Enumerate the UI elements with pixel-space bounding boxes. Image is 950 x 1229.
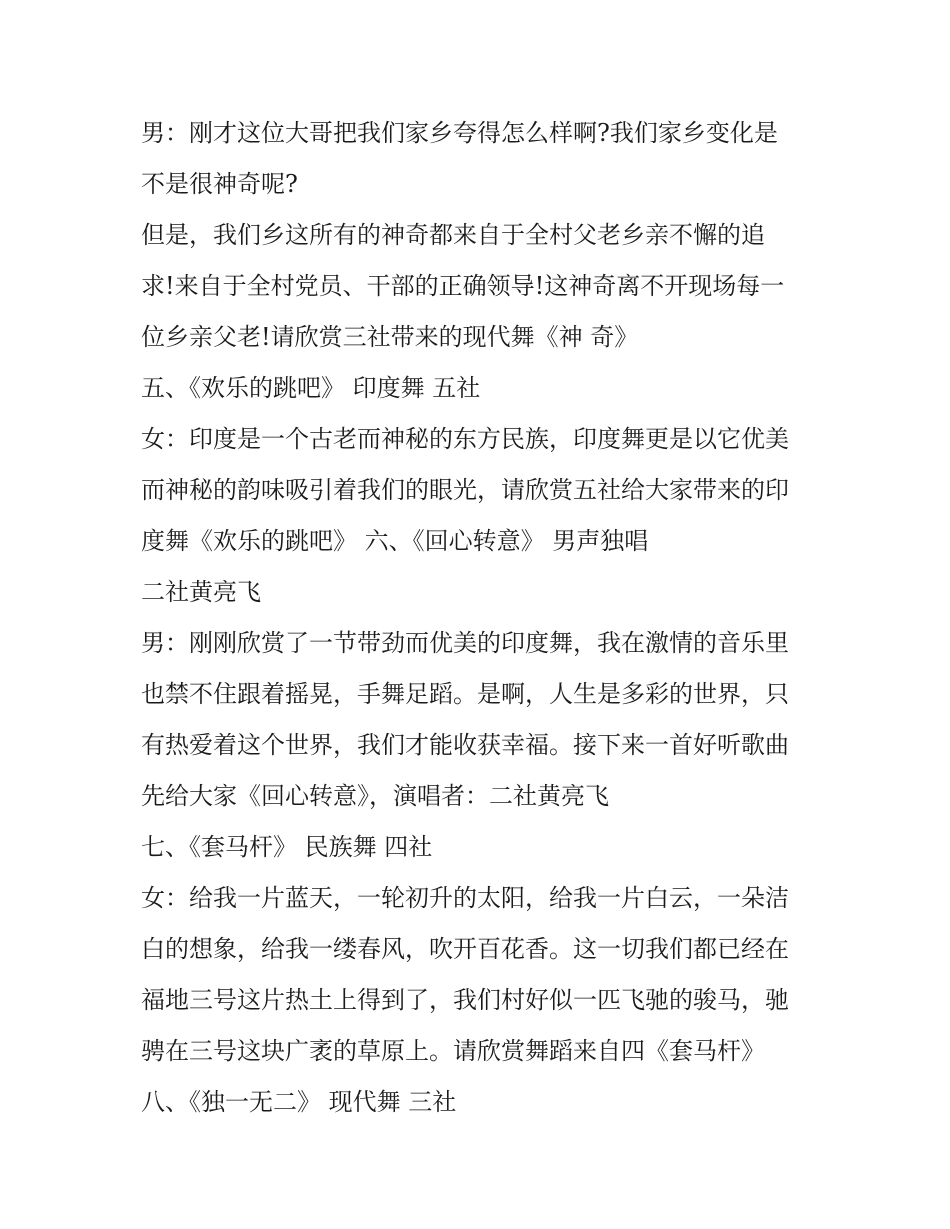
text-line: 位乡亲父老!请欣赏三社带来的现代舞《神 奇》 xyxy=(141,323,639,351)
text-line: 有热爱着这个世界，我们才能收获幸福。接下来一首好听歌曲 xyxy=(141,731,789,759)
text-line: 也禁不住跟着摇晃，手舞足蹈。是啊，人生是多彩的世界，只 xyxy=(141,680,789,708)
text-line: 男：刚才这位大哥把我们家乡夸得怎么样啊?我们家乡变化是 xyxy=(141,119,778,147)
text-line: 女：印度是一个古老而神秘的东方民族，印度舞更是以它优美 xyxy=(141,425,789,453)
text-line: 但是，我们乡这所有的神奇都来自于全村父老乡亲不懈的追 xyxy=(141,221,765,249)
text-line: 男：刚刚欣赏了一节带劲而优美的印度舞，我在激情的音乐里 xyxy=(141,629,789,657)
text-line: 先给大家《回心转意》，演唱者：二社黄亮飞 xyxy=(141,782,609,810)
text-line: 福地三号这片热土上得到了，我们村好似一匹飞驰的骏马，驰 xyxy=(141,986,789,1014)
text-line: 女：给我一片蓝天，一轮初升的太阳，给我一片白云，一朵洁 xyxy=(141,884,789,912)
text-line: 骋在三号这块广袤的草原上。请欣赏舞蹈来自四《套马杆》 xyxy=(141,1037,765,1065)
text-line: 白的想象，给我一缕春风，吹开百花香。这一切我们都已经在 xyxy=(141,935,789,963)
document-body xyxy=(141,108,821,1128)
text-line: 不是很神奇呢? xyxy=(141,170,298,198)
section-heading: 八、《独一无二》 现代舞 三社 xyxy=(141,1088,457,1116)
section-heading: 五、《欢乐的跳吧》 印度舞 五社 xyxy=(141,374,481,402)
text-line: 而神秘的韵味吸引着我们的眼光，请欣赏五社给大家带来的印 xyxy=(141,476,789,504)
text-line: 二社黄亮飞 xyxy=(141,578,261,606)
text-line: 求!来自于全村党员、干部的正确领导!这神奇离不开现场每一 xyxy=(141,272,785,300)
text-line: 度舞《欢乐的跳吧》 六、《回心转意》 男声独唱 xyxy=(141,527,649,555)
section-heading: 七、《套马杆》 民族舞 四社 xyxy=(141,833,433,861)
